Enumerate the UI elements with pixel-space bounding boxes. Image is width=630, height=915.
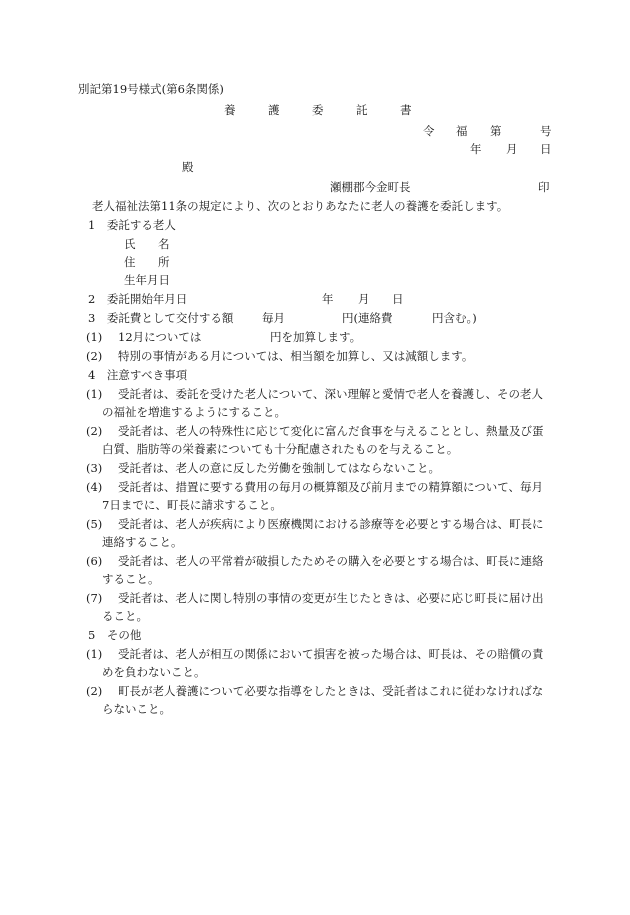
item-number: (1): [86, 647, 103, 661]
section-1-heading: 1 委託する老人: [88, 218, 176, 232]
document-page: 別記第19号様式(第6条関係) 養 護 委 託 書 令 福 第 号 年 月 日 殿 瀬棚郡今金町長 印 老人福祉法第11条の規定により、次のとおりあなたに老人の養護を委託します。 1 委託する老人 氏 名 住 所 生年月日 2 委託開始年月日 年 月 日 3 委託費として交付する額 毎月 円(連絡費 円含む。) (1) 12月については 円を加算します。 (2) 特別の事情がある月については、相当額を加算し、又は減額します。 4 注意すべき事項 (1) 受託者は、委託を受けた老人について、深い理解と愛情で老人を養護し、その老人 の福祉を増進するようにすること。 (2) 受託者は、老人の特殊性に応じて変化に富んだ食事を与えることとし、熱量及び蛋 白質、脂肪等の栄養素についても十分配慮されたものを与えること。 (3) 受託者は、老人の意に反した労働を強制してはならないこと。 (4) 受託者は、措置に要する費用の毎月の概算額及び前月までの精算額について、毎月 7日までに、町長に請求すること。 (5) 受託者は、老人が疾病により医療機関における診療等を必要とする場合は、町長に 連絡すること。 (6) 受託者は、老人の平常着が破損したためその購入を必要とする場合は、町長に連絡 すること。 (7) 受託者は、老人に関し特別の事情の変更が生じたときは、必要に応じ町長に届け出 ること。 5 その他 (1) 受託者は、老人が相互の関係において損害を被った場合は、町長は、その賠償の責 めを負わないこと。 (2) 町長が老人養護について必要な指導をしたときは、受託者はこれに従わなければな らないこと。: [78, 82, 552, 716]
title-char: 養: [224, 103, 236, 117]
item-number: (1): [86, 387, 103, 401]
item-number: (2): [86, 424, 103, 438]
seal-mark: 印: [538, 180, 550, 194]
title-char: 書: [400, 103, 412, 117]
section-3-label: 3 委託費として交付する額: [88, 311, 234, 325]
section-5-heading: 5 その他: [88, 628, 142, 642]
field-label-dob: 生年月日: [124, 273, 170, 287]
item-number: (5): [86, 517, 103, 531]
section-4-heading: 4 注意すべき事項: [88, 368, 188, 382]
issuer-name: 瀬棚郡今金町長: [330, 180, 411, 194]
field-label-address: 住: [124, 255, 136, 269]
title-char: 護: [268, 103, 280, 117]
field-label-name: 氏: [124, 237, 136, 251]
item-number: (6): [86, 554, 103, 568]
item-number: (1): [86, 330, 103, 344]
item-number: (7): [86, 591, 103, 605]
item-number: (4): [86, 480, 103, 494]
section-2-label: 2 委託開始年月日: [88, 292, 188, 306]
title-char: 委: [312, 103, 324, 117]
addressee-suffix: 殿: [182, 160, 194, 174]
title-char: 託: [356, 103, 368, 117]
item-number: (3): [86, 461, 103, 475]
item-number: (2): [86, 684, 103, 698]
intro-text: 老人福祉法第11条の規定により、次のとおりあなたに老人の養護を委託します。: [92, 199, 509, 213]
form-label: 別記第19号様式(第6条関係): [78, 82, 224, 96]
item-number: (2): [86, 349, 103, 363]
